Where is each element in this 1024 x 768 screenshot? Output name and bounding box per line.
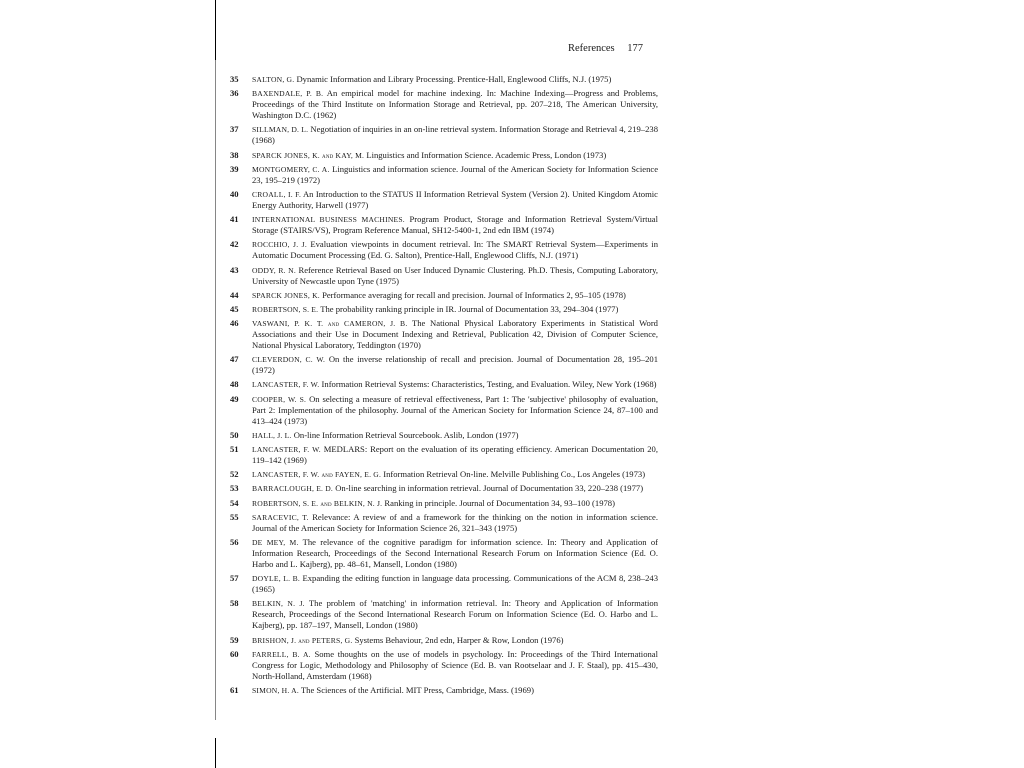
- reference-number: 59: [230, 634, 239, 645]
- reference-entry: [230, 88, 658, 121]
- reference-number: 46: [230, 318, 239, 329]
- reference-authors: FARRELL, B. A.: [252, 649, 311, 659]
- reference-authors: ROBERTSON, S. E.: [252, 304, 319, 314]
- reference-number: 39: [230, 163, 239, 174]
- reference-citation: The relevance of the cognitive paradigm for information science. In: Theory and Application of Information Research, Proceedings of the Second International Research Forum on Information Science (Ed. O. Harbo and L. Kajberg), pp. 48–61, Mansell, London (1980): [252, 536, 658, 569]
- reference-text: [252, 685, 658, 696]
- reference-number: 52: [230, 469, 239, 480]
- reference-citation: The Sciences of the Artificial. MIT Press, Cambridge, Mass. (1969): [300, 684, 534, 695]
- reference-text: [252, 239, 658, 261]
- reference-entry: [230, 537, 658, 570]
- reference-citation: Information Retrieval Systems: Characteristics, Testing, and Evaluation. Wiley, New York (1968): [321, 379, 657, 390]
- margin-rule-middle: [215, 60, 216, 720]
- reference-text: [252, 74, 658, 85]
- reference-entry: [230, 318, 658, 351]
- reference-text: [252, 265, 658, 287]
- reference-authors: BELKIN, N. J.: [252, 599, 305, 609]
- reference-number: 40: [230, 188, 239, 199]
- reference-citation: The probability ranking principle in IR. Journal of Documentation 33, 294–304 (1977): [320, 303, 619, 314]
- reference-text: [252, 537, 658, 570]
- reference-citation: Ranking in principle. Journal of Documentation 34, 93–100 (1978): [384, 497, 615, 508]
- reference-authors: BARRACLOUGH, E. D.: [252, 484, 334, 494]
- reference-number: 42: [230, 239, 239, 250]
- reference-number: 53: [230, 483, 239, 494]
- reference-citation: Linguistics and Information Science. Academic Press, London (1973): [366, 149, 607, 160]
- reference-number: 45: [230, 303, 239, 314]
- reference-authors: SPARCK JONES, K. and KAY, M.: [252, 150, 365, 160]
- reference-entry: [230, 573, 658, 595]
- reference-number: 37: [230, 124, 239, 135]
- reference-number: 54: [230, 497, 239, 508]
- reference-entry: [230, 304, 658, 315]
- reference-citation: On-line searching in information retrieval. Journal of Documentation 33, 220–238 (1977): [335, 483, 644, 494]
- reference-number: 41: [230, 214, 239, 225]
- reference-entry: [230, 444, 658, 466]
- reference-entry: [230, 214, 658, 236]
- reference-number: 61: [230, 684, 239, 695]
- reference-citation: Systems Behaviour, 2nd edn, Harper & Row, London (1976): [354, 634, 564, 645]
- reference-number: 56: [230, 536, 239, 547]
- reference-number: 43: [230, 264, 239, 275]
- reference-authors: SPARCK JONES, K.: [252, 290, 320, 300]
- reference-entry: [230, 74, 658, 85]
- reference-citation: Reference Retrieval Based on User Induced Dynamic Clustering. Ph.D. Thesis, Computing Laboratory, University of Newcastle upon Tyne (1975): [252, 264, 658, 286]
- reference-text: [252, 354, 658, 376]
- reference-entry: [230, 354, 658, 376]
- reference-citation: Dynamic Information and Library Processing. Prentice-Hall, Englewood Cliffs, N.J. (1975): [296, 74, 612, 84]
- reference-list: [230, 74, 658, 699]
- reference-text: [252, 164, 658, 186]
- reference-authors: ODDY, R. N.: [252, 265, 296, 275]
- reference-authors: LANCASTER, F. W.: [252, 380, 320, 390]
- reference-number: 55: [230, 511, 239, 522]
- page-number: 177: [627, 43, 644, 54]
- margin-rule-top: [215, 0, 216, 60]
- reference-text: [252, 512, 658, 534]
- reference-authors: DOYLE, L. B.: [252, 574, 301, 584]
- reference-citation: MEDLARS: Report on the evaluation of its operating efficiency. American Documentation 20, 119–142 (1969): [252, 444, 658, 465]
- reference-text: [252, 598, 658, 631]
- reference-text: [252, 394, 658, 427]
- reference-text: [252, 150, 658, 161]
- reference-authors: CROALL, I. F.: [252, 189, 302, 199]
- reference-citation: Negotiation of inquiries in an on-line retrieval system. Information Storage and Retrieval 4, 219–238 (1968): [252, 124, 658, 146]
- reference-authors: BAXENDALE, P. B.: [252, 89, 324, 99]
- reference-number: 35: [230, 74, 239, 84]
- reference-text: [252, 379, 658, 390]
- reference-text: [252, 290, 658, 301]
- reference-citation: On-line Information Retrieval Sourcebook. Aslib, London (1977): [293, 429, 519, 440]
- reference-entry: [230, 685, 658, 696]
- reference-authors: SILLMAN, D. L.: [252, 125, 309, 135]
- reference-entry: [230, 649, 658, 682]
- reference-authors: LANCASTER, F. W.: [252, 445, 321, 454]
- reference-text: [252, 573, 658, 595]
- reference-text: [252, 635, 658, 646]
- reference-entry: [230, 483, 658, 494]
- running-header-label: References: [568, 43, 615, 54]
- reference-entry: [230, 124, 658, 146]
- reference-citation: The problem of 'matching' in information retrieval. In: Theory and Application of Information Research, Proceedings of the Second International Research Forum on Information Science (Ed. O. Harbo and L. Kajberg), pp. 187–197, Mansell, London (1980): [252, 598, 658, 631]
- reference-citation: Evaluation viewpoints in document retrieval. In: The SMART Retrieval System—Experiments in Automatic Document Processing (Ed. G. Salton), Prentice-Hall, Englewood Cliffs, N.J. (1971): [252, 239, 658, 261]
- reference-authors: DE MEY, M.: [252, 537, 299, 547]
- reference-entry: [230, 150, 658, 161]
- reference-number: 57: [230, 573, 239, 584]
- reference-authors: CLEVERDON, C. W.: [252, 355, 326, 365]
- reference-citation: On the inverse relationship of recall and precision. Journal of Documentation 28, 195–201 (1972): [252, 354, 658, 376]
- reference-text: [252, 88, 658, 121]
- reference-citation: Performance averaging for recall and precision. Journal of Informatics 2, 95–105 (1978): [322, 289, 626, 300]
- margin-rule-bottom: [215, 738, 216, 768]
- reference-authors: SIMON, H. A.: [252, 685, 299, 695]
- reference-entry: [230, 430, 658, 441]
- reference-text: [252, 483, 658, 494]
- reference-entry: [230, 635, 658, 646]
- reference-number: 51: [230, 444, 239, 454]
- reference-citation: Information Retrieval On-line. Melville Publishing Co., Los Angeles (1973): [383, 469, 646, 480]
- reference-citation: Program Product, Storage and Information Retrieval System/Virtual Storage (STAIRS/VS), Program Reference Manual, SH12-5400-1, 2nd edn IBM (1974): [252, 214, 658, 236]
- reference-text: [252, 430, 658, 441]
- reference-text: [252, 214, 658, 236]
- reference-entry: [230, 290, 658, 301]
- reference-text: [252, 498, 658, 509]
- reference-citation: An Introduction to the STATUS II Information Retrieval System (Version 2). United Kingdom Atomic Energy Authority, Harwell (1977): [252, 188, 658, 210]
- reference-number: 50: [230, 429, 239, 440]
- reference-authors: INTERNATIONAL BUSINESS MACHINES.: [252, 215, 405, 225]
- reference-entry: [230, 164, 658, 186]
- reference-citation: Relevance: A review of and a framework for the thinking on the notion in information science. Journal of the American Society for Information Science 26, 321–343 (1975): [252, 511, 658, 533]
- reference-entry: [230, 239, 658, 261]
- reference-citation: On selecting a measure of retrieval effectiveness, Part 1: The 'subjective' philosophy of evaluation, Part 2: Implementation of the philosophy. Journal of the American Society for Information Science 24, 87–100 and 413–424 (1973): [252, 393, 658, 426]
- reference-authors: SALTON, G.: [252, 75, 295, 84]
- reference-number: 49: [230, 393, 239, 404]
- reference-authors: ROBERTSON, S. E. and BELKIN, N. J.: [252, 498, 383, 508]
- reference-citation: The National Physical Laboratory Experiments in Statistical Word Associations and their Use in Document Indexing and Retrieval, Publication 42, Division of Computer Science, National Physical Laboratory, Teddington (1970): [252, 318, 658, 351]
- reference-citation: An empirical model for machine indexing. In: Machine Indexing—Progress and Problems, Proceedings of the Third Institute on Information Storage and Retrieval, pp. 207–218, The American University, Washington D.C. (1962): [252, 88, 658, 121]
- reference-entry: [230, 265, 658, 287]
- reference-text: [252, 304, 658, 315]
- reference-entry: [230, 189, 658, 211]
- reference-entry: [230, 379, 658, 390]
- reference-entry: [230, 498, 658, 509]
- reference-number: 60: [230, 648, 239, 659]
- running-header: [568, 43, 658, 54]
- reference-authors: LANCASTER, F. W. and FAYEN, E. G.: [252, 470, 382, 480]
- reference-number: 44: [230, 289, 239, 300]
- reference-number: 38: [230, 149, 239, 160]
- reference-authors: VASWANI, P. K. T. and CAMERON, J. B.: [252, 319, 408, 329]
- reference-entry: [230, 512, 658, 534]
- reference-entry: [230, 394, 658, 427]
- reference-text: [252, 189, 658, 211]
- reference-text: [252, 649, 658, 682]
- reference-authors: MONTGOMERY, C. A.: [252, 164, 330, 174]
- reference-entry: [230, 598, 658, 631]
- reference-entry: [230, 469, 658, 480]
- reference-authors: COOPER, W. S.: [252, 394, 307, 404]
- reference-number: 58: [230, 598, 239, 609]
- reference-authors: HALL, J. L.: [252, 430, 292, 440]
- reference-number: 48: [230, 379, 239, 390]
- reference-text: [252, 469, 658, 480]
- reference-authors: ROCCHIO, J. J.: [252, 240, 307, 250]
- reference-number: 47: [230, 354, 239, 365]
- reference-authors: BRISHON, J. and PETERS, G.: [252, 635, 353, 645]
- reference-citation: Some thoughts on the use of models in psychology. In: Proceedings of the Third International Congress for Logic, Methodology and Philosophy of Science (Ed. B. van Rootselaar and J. F. Staal), pp. 415–430, North-Holland, Amsterdam (1968): [252, 648, 658, 681]
- reference-authors: SARACEVIC, T.: [252, 512, 309, 522]
- reference-citation: Linguistics and information science. Journal of the American Society for Information Science 23, 195–219 (1972): [252, 163, 659, 185]
- reference-text: [252, 318, 658, 351]
- reference-text: [252, 444, 658, 466]
- reference-text: [252, 124, 658, 146]
- reference-citation: Expanding the editing function in language data processing. Communications of the ACM 8, 238–243 (1965): [252, 573, 659, 595]
- reference-number: 36: [230, 88, 239, 99]
